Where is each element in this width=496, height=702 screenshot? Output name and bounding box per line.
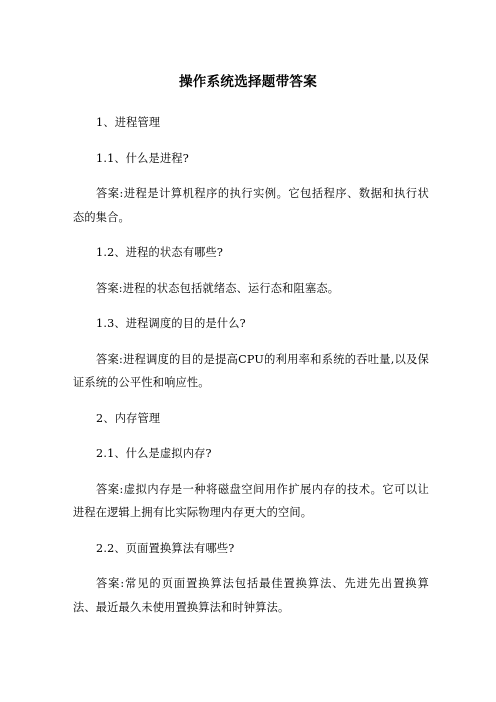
- section-heading-memory: 2、内存管理: [96, 411, 161, 425]
- answer-1-3: 答案:进程调度的目的是提高CPU的利用率和系统的吞吐量,以及保证系统的公平性和响应性。: [73, 352, 429, 389]
- question-1-3: 1.3、进程调度的目的是什么?: [96, 317, 246, 330]
- document-title: 操作系统选择题带答案: [179, 74, 317, 90]
- question-2-2: 2.2、页面置换算法有哪些?: [96, 541, 235, 555]
- answer-2-2: 答案:常见的页面置换算法包括最佳置换算法、先进先出置换算法、最近最久未使用置换算法和时钟算法。: [73, 577, 429, 614]
- question-1-1: 1.1、什么是进程?: [96, 151, 189, 165]
- document-body: [73, 111, 429, 631]
- answer-2-1: 答案:虚拟内存是一种将磁盘空间用作扩展内存的技术。它可以让进程在逻辑上拥有比实际物理内存更大的空间。: [73, 482, 429, 519]
- section-heading-process: 1、进程管理: [96, 116, 161, 129]
- question-2-1: 2.1、什么是虚拟内存?: [96, 447, 212, 460]
- answer-1-2: 答案:进程的状态包括就绪态、运行态和阻塞态。: [96, 281, 340, 295]
- answer-1-1: 答案:进程是计算机程序的执行实例。它包括程序、数据和执行状态的集合。: [73, 187, 429, 224]
- question-1-2: 1.2、进程的状态有哪些?: [96, 246, 224, 259]
